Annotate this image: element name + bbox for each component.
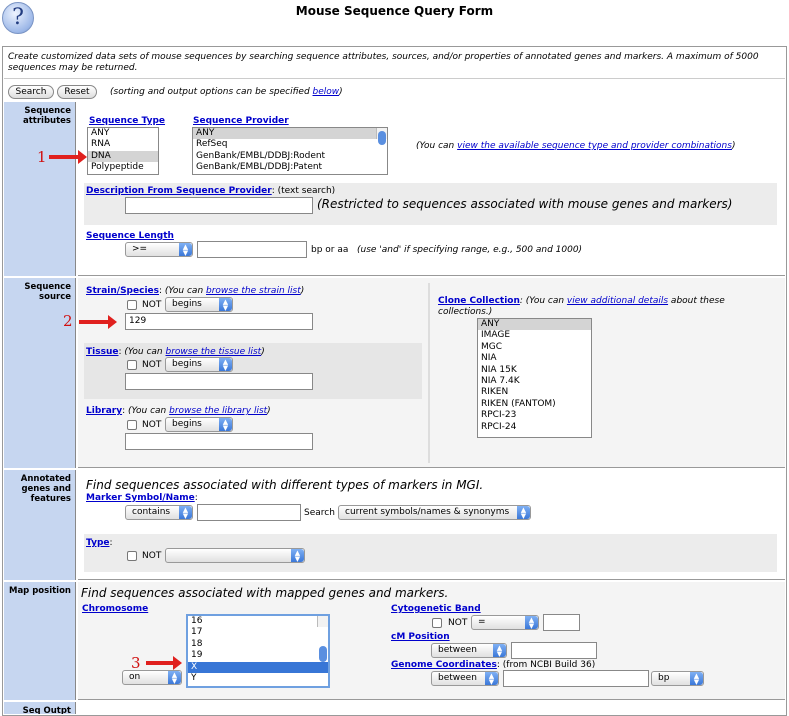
intro-text: Create customized data sets of mouse sequences by searching sequence attributes, sources, and/or properties of annotated genes and markers. A maximum of 5000 sequences may be returned. — [8, 52, 759, 73]
chevron-down-icon: ▲ ▼ — [517, 506, 530, 519]
search-button[interactable]: Search — [8, 85, 54, 99]
reset-button[interactable]: Reset — [57, 85, 97, 99]
scrollbar[interactable] — [376, 128, 387, 139]
description-note: (Restricted to sequences associated with mouse genes and markers) — [317, 197, 733, 211]
list-item[interactable]: NIA 7.4K — [481, 375, 520, 386]
sorting-below-link[interactable]: below — [312, 87, 340, 97]
list-item[interactable]: X — [188, 662, 328, 673]
genome-unit-select[interactable]: bp ▲ ▼ — [651, 671, 704, 686]
length-units: bp or aa — [311, 245, 349, 255]
library-operator-select[interactable]: begins ▲ ▼ — [165, 417, 233, 432]
description-label[interactable]: Description From Sequence Provider — [86, 186, 272, 196]
red-arrow-icon — [49, 155, 79, 159]
annotation-number: 2 — [63, 312, 73, 330]
type-row: Type: — [86, 538, 113, 548]
list-item[interactable]: RNA — [91, 139, 111, 150]
marker-operator-select[interactable]: contains ▲ ▼ — [125, 505, 193, 520]
tissue-not-label: NOT — [142, 360, 162, 370]
page-title: Mouse Sequence Query Form — [295, 4, 494, 18]
section-sequence-output: Seq Outpt — [4, 702, 76, 714]
cytogenetic-band-label[interactable]: Cytogenetic Band — [391, 604, 481, 614]
strain-row: Strain/Species: (You can browse the strain list) — [86, 286, 305, 296]
browse-library-link[interactable]: browse the library list — [169, 406, 268, 416]
sequence-type-label[interactable]: Sequence Type — [89, 116, 166, 126]
marker-symbol-label[interactable]: Marker Symbol/Name — [86, 493, 195, 503]
description-input[interactable] — [125, 197, 313, 214]
list-item[interactable]: ANY — [91, 128, 110, 138]
help-icon[interactable]: ? — [2, 2, 34, 34]
cm-position-label[interactable]: cM Position — [391, 632, 450, 642]
list-item[interactable]: 18 — [191, 638, 203, 649]
list-item[interactable]: Y — [191, 672, 197, 683]
list-item[interactable]: NIA 15K — [481, 364, 517, 375]
library-row: Library: (You can browse the library list) — [86, 406, 271, 416]
list-item[interactable]: NIA — [481, 353, 497, 364]
chevron-down-icon: ▲ ▼ — [219, 418, 232, 431]
type-select[interactable] — [165, 548, 305, 563]
library-input[interactable] — [125, 433, 313, 450]
cyto-not-checkbox[interactable] — [432, 618, 442, 628]
cm-input[interactable] — [511, 642, 597, 659]
tissue-operator-select[interactable]: begins ▲ ▼ — [165, 357, 233, 372]
chromosome-list[interactable] — [186, 614, 330, 688]
tissue-not-checkbox[interactable] — [127, 360, 137, 370]
red-arrow-icon — [79, 320, 109, 324]
annotated-heading: Find sequences associated with different types of markers in MGI. — [86, 478, 484, 492]
clone-collection-label[interactable]: Clone Collection — [438, 296, 520, 306]
tissue-label[interactable]: Tissue — [86, 347, 119, 357]
strain-input[interactable]: 129 — [125, 313, 313, 330]
chevron-down-icon: ▲ ▼ — [291, 549, 304, 562]
chevron-down-icon: ▲ ▼ — [219, 358, 232, 371]
chevron-down-icon: ▲ ▼ — [179, 506, 192, 519]
list-item[interactable]: IMAGE — [481, 330, 511, 341]
clone-row: Clone Collection: (You can view additional details about these collections.) — [438, 296, 725, 317]
chevron-down-icon: ▲ ▼ — [690, 672, 703, 685]
sequence-length-label[interactable]: Sequence Length — [86, 231, 174, 241]
list-item[interactable]: 16 — [191, 616, 203, 626]
genome-operator-select[interactable]: between ▲ ▼ — [431, 671, 499, 686]
marker-input[interactable] — [197, 504, 301, 521]
list-item[interactable]: ANY — [193, 128, 387, 139]
sequence-provider-list[interactable] — [192, 127, 388, 175]
strain-label[interactable]: Strain/Species — [86, 286, 159, 296]
search-scope-label: Search — [304, 508, 335, 518]
section-annotated-genes: Annotated genes and features — [4, 470, 76, 580]
list-item[interactable]: MGC — [481, 341, 503, 352]
chevron-down-icon: ▲ ▼ — [219, 298, 232, 311]
browse-strain-link[interactable]: browse the strain list — [206, 286, 301, 296]
search-scope-select[interactable]: current symbols/names & synonyms ▲ ▼ — [338, 505, 531, 520]
annotation-number: 3 — [131, 654, 141, 672]
scrollbar[interactable] — [317, 616, 328, 627]
genome-coordinates-label[interactable]: Genome Coordinates — [391, 660, 497, 670]
clone-details-link[interactable]: view additional details — [566, 296, 669, 306]
list-item[interactable]: 19 — [191, 650, 203, 661]
list-item[interactable]: 17 — [191, 627, 203, 638]
annotation-number: 1 — [37, 148, 47, 166]
chromosome-operator-select[interactable]: on ▲ ▼ — [122, 670, 182, 685]
list-item[interactable]: GenBank/EMBL/DDBJ:Patent — [196, 162, 323, 173]
tissue-row: Tissue: (You can browse the tissue list) — [86, 347, 265, 357]
list-item[interactable]: RPCI-24 — [481, 421, 517, 432]
sequence-provider-label[interactable]: Sequence Provider — [193, 116, 289, 126]
genome-input[interactable] — [503, 670, 649, 687]
red-arrow-icon — [146, 661, 174, 665]
strain-operator-select[interactable]: begins ▲ ▼ — [165, 297, 233, 312]
tissue-input[interactable] — [125, 373, 313, 390]
strain-not-label: NOT — [142, 300, 162, 310]
cyto-input[interactable] — [543, 614, 580, 631]
chevron-down-icon: ▲ ▼ — [168, 671, 181, 684]
list-item[interactable]: ANY — [478, 319, 591, 330]
chevron-down-icon: ▲ ▼ — [179, 243, 192, 256]
section-sequence-source: Sequence source — [4, 278, 76, 468]
library-not-label: NOT — [142, 420, 162, 430]
section-sequence-attributes: Sequence attributes — [4, 102, 76, 276]
cm-operator-select[interactable]: between ▲ ▼ — [431, 643, 507, 658]
list-item[interactable]: RIKEN (FANTOM) — [481, 398, 556, 409]
provider-note: (You can view the available sequence type and provider combinations) — [416, 141, 736, 151]
length-operator-select[interactable]: >= ▲ ▼ — [125, 242, 193, 257]
description-row: Description From Sequence Provider: (text search) — [86, 186, 336, 196]
chevron-down-icon: ▲ ▼ — [485, 672, 498, 685]
list-item[interactable]: RPCI-23 — [481, 410, 517, 421]
chevron-down-icon: ▲ ▼ — [525, 616, 538, 629]
list-item[interactable]: Polypeptide — [91, 162, 144, 173]
type-label[interactable]: Type — [86, 538, 110, 548]
length-input[interactable] — [197, 241, 307, 258]
type-not-label: NOT — [142, 551, 162, 561]
list-item[interactable]: RIKEN — [481, 387, 509, 398]
list-item[interactable]: GenBank/EMBL/DDBJ:Rodent — [196, 150, 326, 161]
clone-collection-list[interactable] — [477, 318, 592, 438]
chevron-down-icon: ▲ ▼ — [493, 644, 506, 657]
genome-row: Genome Coordinates: (from NCBI Build 36) — [391, 660, 596, 670]
library-label[interactable]: Library — [86, 406, 123, 416]
sequence-type-list[interactable] — [87, 127, 159, 175]
browse-tissue-link[interactable]: browse the tissue list — [165, 347, 262, 357]
list-item[interactable]: DNA — [88, 151, 158, 162]
source-divider — [428, 283, 430, 463]
section-map-position: Map position — [4, 582, 76, 700]
map-heading: Find sequences associated with mapped genes and markers. — [81, 586, 449, 600]
strain-not-checkbox[interactable] — [127, 300, 137, 310]
marker-row: Marker Symbol/Name: — [86, 493, 198, 503]
library-not-checkbox[interactable] — [127, 420, 137, 430]
list-item[interactable]: RefSeq — [196, 139, 228, 150]
provider-combinations-link[interactable]: view the available sequence type and provider combinations — [457, 141, 732, 151]
type-not-checkbox[interactable] — [127, 551, 137, 561]
chromosome-label[interactable]: Chromosome — [82, 604, 149, 614]
sorting-note: (sorting and output options can be specified below) — [110, 87, 343, 97]
length-note: (use 'and' if specifying range, e.g., 500 and 1000) — [357, 245, 583, 255]
cyto-not-label: NOT — [448, 618, 468, 628]
intro-divider — [4, 78, 785, 79]
cyto-operator-select[interactable]: = ▲ ▼ — [471, 615, 539, 630]
